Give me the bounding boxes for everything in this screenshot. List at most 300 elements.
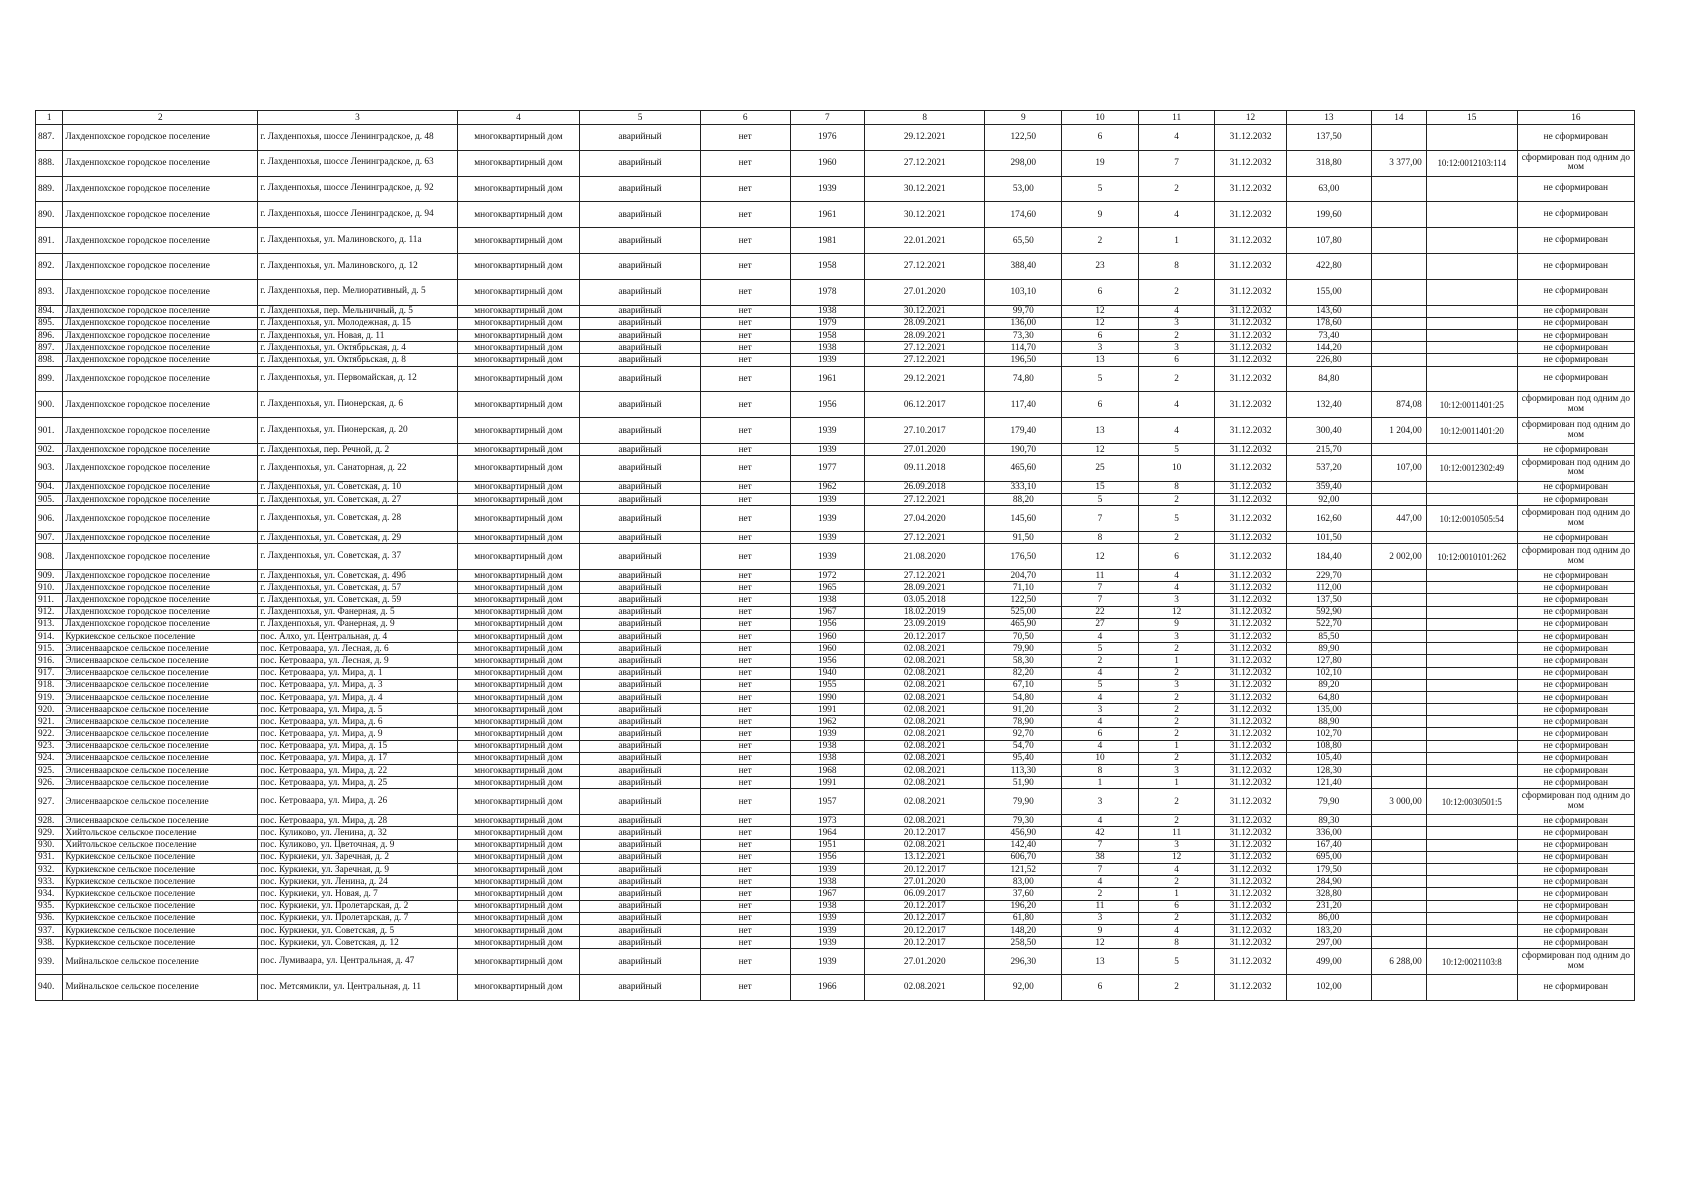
residents-count-cell: 6 (1062, 329, 1139, 341)
house-type-cell: многоквартирный дом (457, 752, 580, 764)
recognition-date-cell: 20.12.2017 (865, 863, 985, 875)
residents-count-cell: 6 (1062, 975, 1139, 1001)
apartments-count-cell: 6 (1138, 544, 1215, 570)
house-type-cell: многоквартирный дом (457, 655, 580, 667)
cadastral-number-cell (1426, 728, 1517, 740)
included-flag-cell: нет (700, 606, 790, 618)
total-area-cell: 258,50 (985, 937, 1062, 949)
apartments-count-cell: 3 (1138, 839, 1215, 851)
land-area-cell (1372, 481, 1427, 493)
land-plot-status-cell: не сформирован (1517, 777, 1634, 789)
settlement-name-cell: Лахденпохское городское поселение (63, 279, 258, 305)
land-area-cell (1372, 532, 1427, 544)
apartments-count-cell: 1 (1138, 655, 1215, 667)
table-row (36, 570, 1635, 582)
living-area-cell: 121,40 (1286, 777, 1371, 789)
living-area-cell: 101,50 (1286, 532, 1371, 544)
resettlement-deadline-cell: 31.12.2032 (1215, 392, 1286, 418)
house-type-cell: многоквартирный дом (457, 532, 580, 544)
settlement-name-cell: Лахденпохское городское поселение (63, 544, 258, 570)
residents-count-cell: 23 (1062, 253, 1139, 279)
included-flag-cell: нет (700, 305, 790, 317)
land-plot-status-cell: не сформирован (1517, 594, 1634, 606)
condition-status-cell: аварийный (580, 418, 700, 444)
included-flag-cell: нет (700, 752, 790, 764)
year-built-cell: 1956 (790, 392, 864, 418)
address-cell: пос. Кетроваара, ул. Мира, д. 5 (258, 704, 457, 716)
condition-status-cell: аварийный (580, 839, 700, 851)
row-number-cell: 893. (36, 279, 63, 305)
apartments-count-cell: 2 (1138, 366, 1215, 392)
condition-status-cell: аварийный (580, 667, 700, 679)
residents-count-cell: 9 (1062, 924, 1139, 936)
land-area-cell (1372, 630, 1427, 642)
total-area-cell: 465,60 (985, 456, 1062, 482)
address-cell: пос. Куркиеки, ул. Заречная, д. 9 (258, 863, 457, 875)
living-area-cell: 226,80 (1286, 354, 1371, 366)
included-flag-cell: нет (700, 228, 790, 254)
table-row (36, 937, 1635, 949)
table-row (36, 851, 1635, 863)
included-flag-cell: нет (700, 481, 790, 493)
house-type-cell: многоквартирный дом (457, 392, 580, 418)
included-flag-cell: нет (700, 728, 790, 740)
condition-status-cell: аварийный (580, 691, 700, 703)
included-flag-cell: нет (700, 704, 790, 716)
included-flag-cell: нет (700, 876, 790, 888)
row-number-cell: 887. (36, 125, 63, 151)
land-plot-status-cell: не сформирован (1517, 279, 1634, 305)
row-number-cell: 903. (36, 456, 63, 482)
condition-status-cell: аварийный (580, 863, 700, 875)
condition-status-cell: аварийный (580, 815, 700, 827)
total-area-cell: 92,00 (985, 975, 1062, 1001)
living-area-cell: 137,50 (1286, 594, 1371, 606)
total-area-cell: 117,40 (985, 392, 1062, 418)
condition-status-cell: аварийный (580, 937, 700, 949)
land-area-cell (1372, 202, 1427, 228)
land-plot-status-cell: не сформирован (1517, 570, 1634, 582)
land-plot-status-cell: не сформирован (1517, 630, 1634, 642)
residents-count-cell: 12 (1062, 937, 1139, 949)
total-area-cell: 92,70 (985, 728, 1062, 740)
column-number: 12 (1215, 111, 1286, 125)
address-cell: пос. Куликово, ул. Цветочная, д. 9 (258, 839, 457, 851)
house-type-cell: многоквартирный дом (457, 305, 580, 317)
living-area-cell: 73,40 (1286, 329, 1371, 341)
apartments-count-cell: 5 (1138, 949, 1215, 975)
included-flag-cell: нет (700, 924, 790, 936)
living-area-cell: 183,20 (1286, 924, 1371, 936)
land-area-cell (1372, 618, 1427, 630)
land-plot-status-cell: не сформирован (1517, 912, 1634, 924)
recognition-date-cell: 03.05.2018 (865, 594, 985, 606)
row-number-cell: 933. (36, 876, 63, 888)
table-row (36, 506, 1635, 532)
total-area-cell: 176,50 (985, 544, 1062, 570)
included-flag-cell: нет (700, 863, 790, 875)
apartments-count-cell: 7 (1138, 150, 1215, 176)
row-number-cell: 929. (36, 827, 63, 839)
living-area-cell: 695,00 (1286, 851, 1371, 863)
year-built-cell: 1956 (790, 655, 864, 667)
address-cell: пос. Кетроваара, ул. Мира, д. 9 (258, 728, 457, 740)
year-built-cell: 1964 (790, 827, 864, 839)
land-area-cell (1372, 570, 1427, 582)
address-cell: пос. Кетроваара, ул. Лесная, д. 9 (258, 655, 457, 667)
land-plot-status-cell: не сформирован (1517, 342, 1634, 354)
address-cell: г. Лахденпохья, ул. Молодежная, д. 15 (258, 317, 457, 329)
included-flag-cell: нет (700, 506, 790, 532)
row-number-cell: 940. (36, 975, 63, 1001)
year-built-cell: 1956 (790, 851, 864, 863)
included-flag-cell: нет (700, 949, 790, 975)
column-number: 10 (1062, 111, 1139, 125)
included-flag-cell: нет (700, 456, 790, 482)
land-plot-status-cell: не сформирован (1517, 815, 1634, 827)
house-type-cell: многоквартирный дом (457, 506, 580, 532)
row-number-cell: 930. (36, 839, 63, 851)
row-number-cell: 912. (36, 606, 63, 618)
land-area-cell (1372, 937, 1427, 949)
recognition-date-cell: 20.12.2017 (865, 827, 985, 839)
land-area-cell (1372, 317, 1427, 329)
house-type-cell: многоквартирный дом (457, 839, 580, 851)
land-area-cell (1372, 716, 1427, 728)
address-cell: г. Лахденпохья, шоссе Ленинградское, д. 94 (258, 202, 457, 228)
table-row (36, 150, 1635, 176)
apartments-count-cell: 1 (1138, 777, 1215, 789)
resettlement-deadline-cell: 31.12.2032 (1215, 815, 1286, 827)
row-number-cell: 899. (36, 366, 63, 392)
land-area-cell (1372, 765, 1427, 777)
cadastral-number-cell (1426, 655, 1517, 667)
resettlement-deadline-cell: 31.12.2032 (1215, 704, 1286, 716)
total-area-cell: 79,90 (985, 643, 1062, 655)
living-area-cell: 167,40 (1286, 839, 1371, 851)
land-area-cell: 447,00 (1372, 506, 1427, 532)
land-plot-status-cell: не сформирован (1517, 728, 1634, 740)
settlement-name-cell: Лахденпохское городское поселение (63, 481, 258, 493)
land-plot-status-cell: не сформирован (1517, 975, 1634, 1001)
address-cell: пос. Кетроваара, ул. Мира, д. 28 (258, 815, 457, 827)
house-type-cell: многоквартирный дом (457, 176, 580, 202)
condition-status-cell: аварийный (580, 532, 700, 544)
included-flag-cell: нет (700, 975, 790, 1001)
table-row (36, 443, 1635, 455)
address-cell: пос. Кетроваара, ул. Мира, д. 26 (258, 789, 457, 815)
house-type-cell: многоквартирный дом (457, 342, 580, 354)
address-cell: пос. Кетроваара, ул. Мира, д. 3 (258, 679, 457, 691)
row-number-cell: 928. (36, 815, 63, 827)
living-area-cell: 359,40 (1286, 481, 1371, 493)
settlement-name-cell: Куркиекское сельское поселение (63, 912, 258, 924)
year-built-cell: 1981 (790, 228, 864, 254)
row-number-cell: 888. (36, 150, 63, 176)
condition-status-cell: аварийный (580, 752, 700, 764)
settlement-name-cell: Лахденпохское городское поселение (63, 456, 258, 482)
condition-status-cell: аварийный (580, 342, 700, 354)
resettlement-deadline-cell: 31.12.2032 (1215, 279, 1286, 305)
recognition-date-cell: 21.08.2020 (865, 544, 985, 570)
year-built-cell: 1938 (790, 876, 864, 888)
cadastral-number-cell (1426, 494, 1517, 506)
house-type-cell: многоквартирный дом (457, 317, 580, 329)
land-area-cell (1372, 740, 1427, 752)
settlement-name-cell: Куркиекское сельское поселение (63, 863, 258, 875)
resettlement-deadline-cell: 31.12.2032 (1215, 202, 1286, 228)
total-area-cell: 388,40 (985, 253, 1062, 279)
row-number-cell: 908. (36, 544, 63, 570)
recognition-date-cell: 02.08.2021 (865, 691, 985, 703)
year-built-cell: 1938 (790, 740, 864, 752)
table-row (36, 679, 1635, 691)
residents-count-cell: 4 (1062, 691, 1139, 703)
resettlement-deadline-cell: 31.12.2032 (1215, 765, 1286, 777)
included-flag-cell: нет (700, 937, 790, 949)
house-type-cell: многоквартирный дом (457, 570, 580, 582)
residents-count-cell: 3 (1062, 912, 1139, 924)
row-number-cell: 889. (36, 176, 63, 202)
apartments-count-cell: 4 (1138, 418, 1215, 444)
address-cell: пос. Куркиеки, ул. Советская, д. 12 (258, 937, 457, 949)
land-plot-status-cell: не сформирован (1517, 618, 1634, 630)
year-built-cell: 1955 (790, 679, 864, 691)
table-row (36, 253, 1635, 279)
cadastral-number-cell (1426, 740, 1517, 752)
resettlement-deadline-cell: 31.12.2032 (1215, 937, 1286, 949)
address-cell: г. Лахденпохья, ул. Малиновского, д. 11а (258, 228, 457, 254)
settlement-name-cell: Лахденпохское городское поселение (63, 594, 258, 606)
cadastral-number-cell (1426, 532, 1517, 544)
residents-count-cell: 3 (1062, 704, 1139, 716)
land-plot-status-cell: не сформирован (1517, 582, 1634, 594)
address-cell: пос. Куркиеки, ул. Советская, д. 5 (258, 924, 457, 936)
settlement-name-cell: Куркиекское сельское поселение (63, 630, 258, 642)
recognition-date-cell: 30.12.2021 (865, 202, 985, 228)
land-plot-status-cell: не сформирован (1517, 839, 1634, 851)
apartments-count-cell: 5 (1138, 506, 1215, 532)
cadastral-number-cell (1426, 716, 1517, 728)
resettlement-deadline-cell: 31.12.2032 (1215, 606, 1286, 618)
condition-status-cell: аварийный (580, 228, 700, 254)
table-row (36, 544, 1635, 570)
house-type-cell: многоквартирный дом (457, 949, 580, 975)
cadastral-number-cell (1426, 317, 1517, 329)
resettlement-deadline-cell: 31.12.2032 (1215, 305, 1286, 317)
address-cell: пос. Куркиеки, ул. Новая, д. 7 (258, 888, 457, 900)
year-built-cell: 1960 (790, 150, 864, 176)
settlement-name-cell: Элисенваарское сельское поселение (63, 815, 258, 827)
house-type-cell: многоквартирный дом (457, 125, 580, 151)
settlement-name-cell: Элисенваарское сельское поселение (63, 752, 258, 764)
resettlement-deadline-cell: 31.12.2032 (1215, 456, 1286, 482)
condition-status-cell: аварийный (580, 618, 700, 630)
address-cell: пос. Кетроваара, ул. Лесная, д. 6 (258, 643, 457, 655)
living-area-cell: 199,60 (1286, 202, 1371, 228)
residents-count-cell: 11 (1062, 570, 1139, 582)
column-number: 8 (865, 111, 985, 125)
settlement-name-cell: Куркиекское сельское поселение (63, 851, 258, 863)
land-area-cell: 3 377,00 (1372, 150, 1427, 176)
apartments-count-cell: 3 (1138, 765, 1215, 777)
land-area-cell (1372, 863, 1427, 875)
resettlement-deadline-cell: 31.12.2032 (1215, 125, 1286, 151)
land-area-cell (1372, 354, 1427, 366)
living-area-cell: 112,00 (1286, 582, 1371, 594)
settlement-name-cell: Элисенваарское сельское поселение (63, 679, 258, 691)
resettlement-deadline-cell: 31.12.2032 (1215, 949, 1286, 975)
resettlement-deadline-cell: 31.12.2032 (1215, 789, 1286, 815)
land-area-cell (1372, 704, 1427, 716)
residents-count-cell: 12 (1062, 305, 1139, 317)
living-area-cell: 127,80 (1286, 655, 1371, 667)
condition-status-cell: аварийный (580, 704, 700, 716)
land-area-cell (1372, 253, 1427, 279)
apartments-count-cell: 2 (1138, 789, 1215, 815)
residents-count-cell: 7 (1062, 506, 1139, 532)
condition-status-cell: аварийный (580, 777, 700, 789)
living-area-cell: 155,00 (1286, 279, 1371, 305)
address-cell: пос. Кетроваара, ул. Мира, д. 17 (258, 752, 457, 764)
condition-status-cell: аварийный (580, 606, 700, 618)
house-type-cell: многоквартирный дом (457, 354, 580, 366)
year-built-cell: 1967 (790, 888, 864, 900)
settlement-name-cell: Элисенваарское сельское поселение (63, 667, 258, 679)
recognition-date-cell: 02.08.2021 (865, 679, 985, 691)
resettlement-deadline-cell: 31.12.2032 (1215, 740, 1286, 752)
included-flag-cell: нет (700, 740, 790, 752)
settlement-name-cell: Лахденпохское городское поселение (63, 618, 258, 630)
resettlement-deadline-cell: 31.12.2032 (1215, 506, 1286, 532)
land-area-cell (1372, 342, 1427, 354)
resettlement-deadline-cell: 31.12.2032 (1215, 643, 1286, 655)
total-area-cell: 190,70 (985, 443, 1062, 455)
table-row (36, 594, 1635, 606)
table-row (36, 912, 1635, 924)
year-built-cell: 1966 (790, 975, 864, 1001)
row-number-cell: 905. (36, 494, 63, 506)
included-flag-cell: нет (700, 643, 790, 655)
living-area-cell: 184,40 (1286, 544, 1371, 570)
recognition-date-cell: 06.12.2017 (865, 392, 985, 418)
house-type-cell: многоквартирный дом (457, 912, 580, 924)
settlement-name-cell: Элисенваарское сельское поселение (63, 728, 258, 740)
living-area-cell: 300,40 (1286, 418, 1371, 444)
recognition-date-cell: 02.08.2021 (865, 643, 985, 655)
settlement-name-cell: Лахденпохское городское поселение (63, 342, 258, 354)
resettlement-deadline-cell: 31.12.2032 (1215, 863, 1286, 875)
resettlement-deadline-cell: 31.12.2032 (1215, 594, 1286, 606)
recognition-date-cell: 27.12.2021 (865, 354, 985, 366)
included-flag-cell: нет (700, 594, 790, 606)
land-plot-status-cell: не сформирован (1517, 876, 1634, 888)
house-type-cell: многоквартирный дом (457, 618, 580, 630)
table-row (36, 125, 1635, 151)
total-area-cell: 204,70 (985, 570, 1062, 582)
settlement-name-cell: Куркиекское сельское поселение (63, 876, 258, 888)
condition-status-cell: аварийный (580, 827, 700, 839)
living-area-cell: 328,80 (1286, 888, 1371, 900)
table-row (36, 888, 1635, 900)
row-number-cell: 901. (36, 418, 63, 444)
cadastral-number-cell (1426, 679, 1517, 691)
living-area-cell: 144,20 (1286, 342, 1371, 354)
total-area-cell: 296,30 (985, 949, 1062, 975)
recognition-date-cell: 27.01.2020 (865, 443, 985, 455)
year-built-cell: 1938 (790, 342, 864, 354)
recognition-date-cell: 27.10.2017 (865, 418, 985, 444)
address-cell: г. Лахденпохья, ул. Советская, д. 59 (258, 594, 457, 606)
house-type-cell: многоквартирный дом (457, 716, 580, 728)
year-built-cell: 1938 (790, 752, 864, 764)
cadastral-number-cell (1426, 342, 1517, 354)
table-row (36, 643, 1635, 655)
house-type-cell: многоквартирный дом (457, 863, 580, 875)
included-flag-cell: нет (700, 366, 790, 392)
house-type-cell: многоквартирный дом (457, 827, 580, 839)
settlement-name-cell: Хийтольское сельское поселение (63, 827, 258, 839)
row-number-cell: 916. (36, 655, 63, 667)
included-flag-cell: нет (700, 329, 790, 341)
cadastral-number-cell (1426, 228, 1517, 254)
resettlement-deadline-cell: 31.12.2032 (1215, 691, 1286, 703)
land-area-cell (1372, 594, 1427, 606)
table-row (36, 789, 1635, 815)
house-type-cell: многоквартирный дом (457, 279, 580, 305)
living-area-cell: 102,00 (1286, 975, 1371, 1001)
residents-count-cell: 2 (1062, 228, 1139, 254)
row-number-cell: 915. (36, 643, 63, 655)
recognition-date-cell: 22.01.2021 (865, 228, 985, 254)
apartments-count-cell: 8 (1138, 253, 1215, 279)
resettlement-deadline-cell: 31.12.2032 (1215, 839, 1286, 851)
condition-status-cell: аварийный (580, 876, 700, 888)
apartments-count-cell: 11 (1138, 827, 1215, 839)
living-area-cell: 179,50 (1286, 863, 1371, 875)
column-number: 16 (1517, 111, 1634, 125)
recognition-date-cell: 02.08.2021 (865, 789, 985, 815)
total-area-cell: 142,40 (985, 839, 1062, 851)
apartments-count-cell: 4 (1138, 924, 1215, 936)
total-area-cell: 83,00 (985, 876, 1062, 888)
land-plot-status-cell: не сформирован (1517, 691, 1634, 703)
included-flag-cell: нет (700, 655, 790, 667)
row-number-cell: 913. (36, 618, 63, 630)
condition-status-cell: аварийный (580, 728, 700, 740)
land-area-cell (1372, 691, 1427, 703)
total-area-cell: 196,50 (985, 354, 1062, 366)
year-built-cell: 1967 (790, 606, 864, 618)
land-plot-status-cell: не сформирован (1517, 228, 1634, 254)
row-number-cell: 918. (36, 679, 63, 691)
land-area-cell (1372, 912, 1427, 924)
included-flag-cell: нет (700, 618, 790, 630)
year-built-cell: 1939 (790, 494, 864, 506)
included-flag-cell: нет (700, 716, 790, 728)
recognition-date-cell: 30.12.2021 (865, 176, 985, 202)
cadastral-number-cell (1426, 630, 1517, 642)
address-cell: г. Лахденпохья, ул. Октябрьская, д. 8 (258, 354, 457, 366)
table-row (36, 494, 1635, 506)
land-plot-status-cell: не сформирован (1517, 655, 1634, 667)
residents-count-cell: 11 (1062, 900, 1139, 912)
row-number-cell: 917. (36, 667, 63, 679)
row-number-cell: 937. (36, 924, 63, 936)
land-plot-status-cell: сформирован под одним домом (1517, 544, 1634, 570)
resettlement-deadline-cell: 31.12.2032 (1215, 667, 1286, 679)
apartments-count-cell: 3 (1138, 679, 1215, 691)
